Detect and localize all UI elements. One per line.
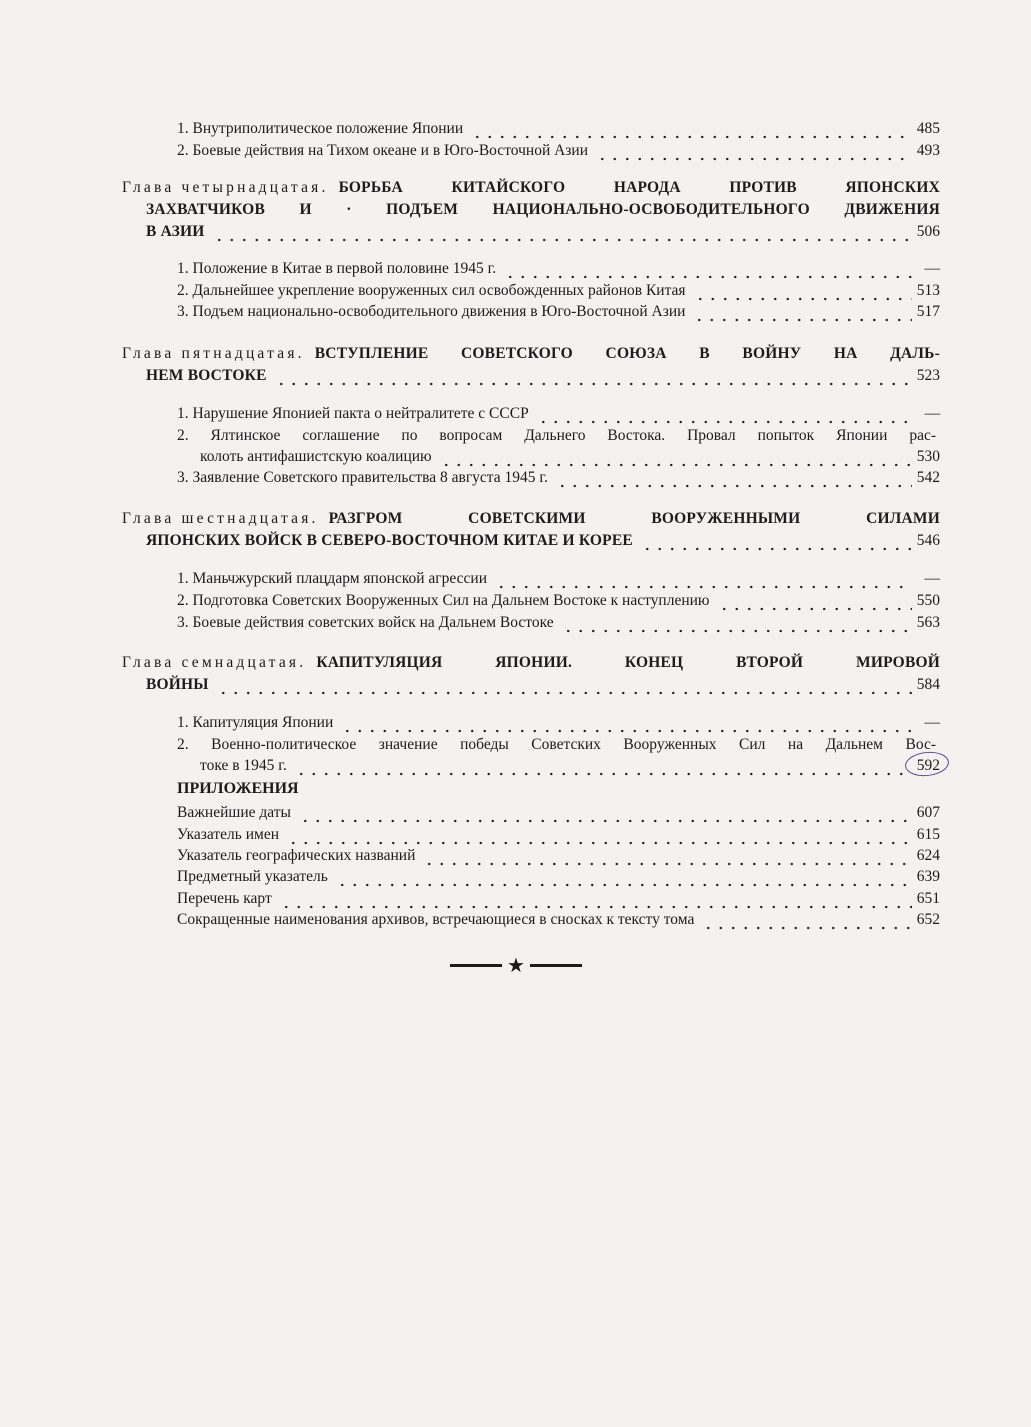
- dot-leader: [693, 302, 912, 322]
- dot-leader: [336, 867, 912, 887]
- entry-title: 3. Подъем национально-освободительного движения в Юго-Восточной Азии: [177, 303, 686, 320]
- page-number: 523: [916, 367, 940, 384]
- page-number: —: [924, 260, 940, 277]
- dot-leader: [562, 613, 912, 633]
- dot-leader: [213, 222, 912, 242]
- entry-title: Указатель имен: [177, 826, 279, 843]
- dot-leader: [596, 141, 912, 161]
- entry-title: 2. Военно-политическое значение победы Советских Вооруженных Сил на Дальнем Вос-: [177, 736, 936, 753]
- page-number: 542: [916, 469, 940, 486]
- dot-leader: [287, 825, 912, 845]
- toc-entry: [177, 887, 940, 909]
- chapter-15-heading-line: [146, 364, 940, 386]
- toc-entry: [177, 801, 940, 823]
- dot-leader: [641, 531, 912, 551]
- entry-title: 2. Дальнейшее укрепление вооруженных сил освобожденных районов Китая: [177, 282, 686, 299]
- entry-title: 1. Маньчжурский плацдарм японской агрессии: [177, 570, 488, 587]
- chapter-16-heading-line: [146, 529, 940, 551]
- toc-entry: [177, 823, 940, 845]
- star-icon: ★: [507, 954, 525, 977]
- dot-leader: [341, 713, 912, 733]
- chapter-14-heading-line: [146, 220, 940, 242]
- toc-entry: [177, 567, 940, 589]
- chapter-title: ЯПОНСКИХ ВОЙСК В СЕВЕРО-ВОСТОЧНОМ КИТАЕ И КОРЕЕ: [146, 532, 633, 549]
- chapter-14-heading-line: [146, 198, 940, 220]
- entry-title: Указатель географических названий: [177, 847, 416, 864]
- entry-title: 1. Положение в Китае в первой половине 1945 г.: [177, 260, 497, 277]
- entry-title: 3. Заявление Советского правительства 8 августа 1945 г.: [177, 469, 548, 486]
- page-number: 493: [916, 142, 940, 159]
- entry-title: колоть антифашистскую коалицию: [200, 448, 432, 465]
- page-number: 530: [916, 448, 940, 465]
- toc-entry-continued: [200, 754, 940, 776]
- chapter-title: НЕМ ВОСТОКЕ: [146, 367, 267, 384]
- page-number: 615: [916, 826, 940, 843]
- chapter-17-heading-line: [146, 673, 940, 695]
- page-number: 592: [916, 757, 940, 774]
- entry-title: 1. Капитуляция Японии: [177, 714, 334, 731]
- page-number: 607: [916, 804, 940, 821]
- end-ornament: [450, 955, 582, 975]
- dot-leader: [275, 366, 912, 386]
- toc-entry: [177, 589, 940, 611]
- chapter-prefix: Глава шестнадцатая.: [122, 510, 319, 527]
- dot-leader: [471, 119, 912, 139]
- entry-title: 3. Боевые действия советских войск на Дальнем Востоке: [177, 614, 554, 631]
- page-number: 517: [916, 303, 940, 320]
- appendix-heading: ПРИЛОЖЕНИЯ: [177, 780, 299, 797]
- chapter-title: ВОЙНЫ: [146, 676, 209, 693]
- entry-title: Перечень карт: [177, 890, 272, 907]
- ornament-rule-left: [450, 964, 502, 967]
- entry-title: Важнейшие даты: [177, 804, 291, 821]
- dot-leader: [440, 447, 912, 467]
- page-number: 563: [916, 614, 940, 631]
- entry-title: 1. Внутриполитическое положение Японии: [177, 120, 464, 137]
- page-number: 624: [916, 847, 940, 864]
- chapter-16-heading: [122, 507, 940, 529]
- entry-title: 2. Боевые действия на Тихом океане и в Юго-Восточной Азии: [177, 142, 589, 159]
- toc-entry: [177, 402, 940, 424]
- page-number: 550: [916, 592, 940, 609]
- page-number: 546: [916, 532, 940, 549]
- dot-leader: [537, 404, 912, 424]
- entry-title: Сокращенные наименования архивов, встречающиеся в сносках к тексту тома: [177, 911, 695, 928]
- dot-leader: [694, 281, 912, 301]
- toc-entry: [177, 279, 940, 301]
- chapter-prefix: Глава четырнадцатая.: [122, 179, 329, 196]
- chapter-title: РАЗГРОМ СОВЕТСКИМИ ВООРУЖЕННЫМИ СИЛАМИ: [328, 510, 940, 527]
- toc-entry: [177, 139, 940, 161]
- toc-entry: [177, 424, 940, 446]
- entry-title: 2. Ялтинское соглашение по вопросам Дальнего Востока. Провал попыток Японии рас-: [177, 427, 936, 444]
- chapter-title: ЗАХВАТЧИКОВ И · ПОДЪЕМ НАЦИОНАЛЬНО-ОСВОБОДИТЕЛЬНОГО ДВИЖЕНИЯ: [146, 201, 940, 218]
- toc-entry: [177, 711, 940, 733]
- chapter-15-heading: [122, 342, 940, 364]
- chapter-17-heading: [122, 651, 940, 673]
- page-number: 513: [916, 282, 940, 299]
- page-number: 651: [916, 890, 940, 907]
- entry-title: Предметный указатель: [177, 868, 328, 885]
- page-number: 485: [916, 120, 940, 137]
- page-number: 652: [916, 911, 940, 928]
- page-number: —: [924, 405, 940, 422]
- toc-entry: [177, 844, 940, 866]
- dot-leader: [504, 259, 912, 279]
- toc-entry-continued: [200, 445, 940, 467]
- dot-leader: [702, 910, 912, 930]
- page-number: 639: [916, 868, 940, 885]
- dot-leader: [217, 675, 912, 695]
- ornament-rule-right: [530, 964, 582, 967]
- entry-title: 1. Нарушение Японией пакта о нейтралитете с СССР: [177, 405, 529, 422]
- chapter-prefix: Глава семнадцатая.: [122, 654, 307, 671]
- toc-entry: [177, 257, 940, 279]
- chapter-title: В АЗИИ: [146, 223, 205, 240]
- dot-leader: [280, 889, 912, 909]
- toc-entry: [177, 865, 940, 887]
- toc-entry: [177, 466, 940, 488]
- dot-leader: [423, 846, 912, 866]
- chapter-title: КАПИТУЛЯЦИЯ ЯПОНИИ. КОНЕЦ ВТОРОЙ МИРОВОЙ: [316, 654, 940, 671]
- toc-entry: [177, 117, 940, 139]
- toc-entry: [177, 908, 940, 930]
- page-number: —: [924, 570, 940, 587]
- chapter-title: ВСТУПЛЕНИЕ СОВЕТСКОГО СОЮЗА В ВОЙНУ НА ДАЛЬ-: [314, 345, 940, 362]
- chapter-prefix: Глава пятнадцатая.: [122, 345, 305, 362]
- dot-leader: [718, 591, 913, 611]
- page-number: 506: [916, 223, 940, 240]
- toc-entry: [177, 300, 940, 322]
- chapter-14-heading: [122, 176, 940, 198]
- dot-leader: [556, 468, 912, 488]
- entry-title: токе в 1945 г.: [200, 757, 287, 774]
- toc-entry: [177, 733, 940, 755]
- toc-entry: [177, 611, 940, 633]
- page-number: —: [924, 714, 940, 731]
- page-number: 584: [916, 676, 940, 693]
- entry-title: 2. Подготовка Советских Вооруженных Сил на Дальнем Востоке к наступлению: [177, 592, 710, 609]
- chapter-title: БОРЬБА КИТАЙСКОГО НАРОДА ПРОТИВ ЯПОНСКИХ: [338, 179, 940, 196]
- dot-leader: [495, 569, 912, 589]
- dot-leader: [295, 756, 912, 776]
- dot-leader: [299, 803, 912, 823]
